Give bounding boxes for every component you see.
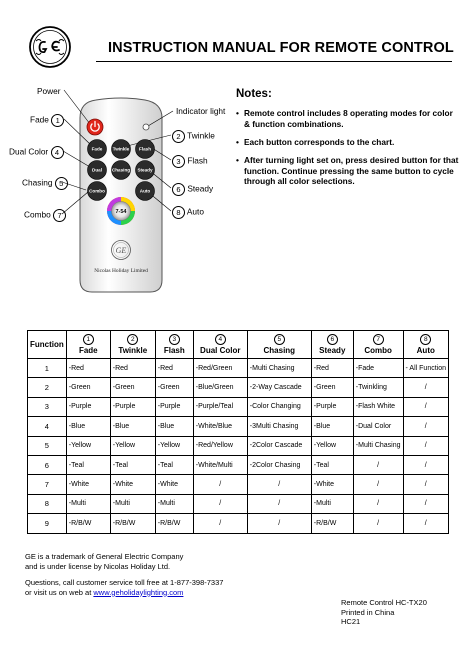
customer-service: Questions, call customer service toll free at 1-877-398-7337 or visit us on web at www.geholidaylighting.com [25, 578, 224, 597]
table-cell: -3Multi Chasing [247, 417, 311, 436]
table-row [28, 378, 449, 397]
table-cell: -Dual Color [353, 417, 403, 436]
chasing-button: Chasing [111, 167, 131, 173]
table-cell: -Blue/Green [193, 378, 247, 397]
table-cell: -Red [110, 359, 155, 378]
table-cell: -Yellow [155, 436, 193, 455]
table-cell: / [247, 514, 311, 533]
table-cell: / [403, 397, 448, 416]
table-cell: -2-Way Cascade [247, 378, 311, 397]
note-item: • Remote control includes 8 operating modes for color & function combinations. [236, 108, 453, 129]
table-cell: -Yellow [311, 436, 353, 455]
table-cell: -White [110, 475, 155, 494]
function-table [27, 330, 449, 534]
table-cell: / [403, 475, 448, 494]
table-cell: -Fade [353, 359, 403, 378]
header-chasing: 5 Chasing [247, 331, 311, 359]
row-number-cell: 4 [28, 417, 67, 436]
header-twinkle: 2 Twinkle [110, 331, 155, 359]
note-item: • Each button corresponds to the chart. [236, 137, 395, 147]
note-item: • After turning light set on, press desired button for that function. Continue pressing the same button to cycle through all color selections. [236, 155, 459, 186]
table-cell: -R/B/W [110, 514, 155, 533]
table-cell: / [403, 514, 448, 533]
table-cell: / [247, 475, 311, 494]
steady-button: Steady [137, 167, 153, 173]
table-row [28, 494, 449, 513]
table-row [28, 514, 449, 533]
callout-fade: Fade 1 [30, 114, 64, 127]
table-cell: -White/Multi [193, 455, 247, 474]
table-cell: / [403, 455, 448, 474]
header-auto: 8 Auto [403, 331, 448, 359]
table-cell: -Purple [110, 397, 155, 416]
table-cell: -R/B/W [66, 514, 110, 533]
table-cell: -White [155, 475, 193, 494]
callout-steady: 6 Steady [172, 183, 213, 196]
notes-title: Notes: [236, 88, 272, 100]
callout-power: Power [37, 86, 61, 96]
table-cell: -Green [66, 378, 110, 397]
table-cell: / [353, 475, 403, 494]
table-cell: / [403, 417, 448, 436]
table-cell: -R/B/W [311, 514, 353, 533]
callout-dual-color: Dual Color 4 [9, 146, 64, 159]
table-cell: -2Color Chasing [247, 455, 311, 474]
fade-button: Fade [91, 146, 103, 152]
indicator-light [143, 124, 149, 130]
table-row [28, 455, 449, 474]
table-cell: -Multi Chasing [353, 436, 403, 455]
table-cell: - All Function [403, 359, 448, 378]
table-cell: -Red/Green [193, 359, 247, 378]
table-cell: -Purple [155, 397, 193, 416]
table-cell: / [353, 455, 403, 474]
callout-chasing: Chasing 5 [22, 177, 68, 190]
color-dial [107, 197, 135, 225]
table-cell: -Multi Chasing [247, 359, 311, 378]
header-combo: 7 Combo [353, 331, 403, 359]
table-cell: -Yellow [66, 436, 110, 455]
row-number-cell: 8 [28, 494, 67, 513]
page-title: INSTRUCTION MANUAL FOR REMOTE CONTROL [108, 40, 454, 56]
table-row [28, 359, 449, 378]
callout-twinkle: 2 Twinkle [172, 130, 215, 143]
table-cell: / [353, 514, 403, 533]
header-function: Function [28, 331, 67, 359]
table-row [28, 436, 449, 455]
table-cell: / [193, 494, 247, 513]
table-cell: -Twinkling [353, 378, 403, 397]
table-cell: -Purple [311, 397, 353, 416]
table-cell: -White [311, 475, 353, 494]
table-cell: -White/Blue [193, 417, 247, 436]
table-cell: -Green [311, 378, 353, 397]
table-cell: -2Color Cascade [247, 436, 311, 455]
header-dual-color: 4 Dual Color [193, 331, 247, 359]
table-cell: -Multi [311, 494, 353, 513]
table-row [28, 417, 449, 436]
table-cell: -Blue [110, 417, 155, 436]
callout-indicator-light: Indicator light [176, 106, 226, 116]
table-cell: -R/B/W [155, 514, 193, 533]
row-number-cell: 6 [28, 455, 67, 474]
row-number-cell: 2 [28, 378, 67, 397]
auto-button: Auto [139, 188, 151, 194]
table-cell: -Red/Yellow [193, 436, 247, 455]
flash-button: Flash [139, 146, 151, 152]
callout-auto: 8 Auto [172, 206, 204, 219]
table-cell: -Yellow [110, 436, 155, 455]
dual-button: Dual [92, 167, 102, 173]
table-cell: -Blue [311, 417, 353, 436]
dial-label: 7-54 [115, 209, 127, 215]
table-cell: / [193, 475, 247, 494]
table-cell: -Multi [155, 494, 193, 513]
row-number-cell: 9 [28, 514, 67, 533]
table-cell: -Red [155, 359, 193, 378]
table-cell: / [403, 436, 448, 455]
svg-text:GE: GE [115, 246, 127, 255]
table-cell: / [193, 514, 247, 533]
table-cell: / [247, 494, 311, 513]
table-cell: -Multi [66, 494, 110, 513]
table-cell: -Green [155, 378, 193, 397]
table-cell: / [353, 494, 403, 513]
row-number-cell: 7 [28, 475, 67, 494]
table-cell: / [403, 494, 448, 513]
trademark-notice: GE is a trademark of General Electric Company and is under license by Nicolas Holiday Ltd. [25, 552, 184, 571]
combo-button: Combo [89, 188, 105, 194]
table-row [28, 397, 449, 416]
callout-combo: Combo 7 [24, 209, 66, 222]
table-cell: -Teal [155, 455, 193, 474]
table-cell: -Red [66, 359, 110, 378]
website-link[interactable]: www.geholidaylighting.com [93, 587, 184, 597]
remote-brand: Nicolas Holiday Limited [94, 268, 148, 274]
table-row [28, 475, 449, 494]
table-cell: / [403, 378, 448, 397]
table-cell: -Purple/Teal [193, 397, 247, 416]
table-cell: -Blue [66, 417, 110, 436]
table-cell: -Green [110, 378, 155, 397]
table-cell: -Teal [311, 455, 353, 474]
table-cell: -Purple [66, 397, 110, 416]
header-steady: 6 Steady [311, 331, 353, 359]
row-number-cell: 5 [28, 436, 67, 455]
table-cell: -Blue [155, 417, 193, 436]
header-fade: 1 Fade [66, 331, 110, 359]
table-header-row [28, 331, 449, 359]
table-cell: -Teal [110, 455, 155, 474]
table-cell: -Color Changing [247, 397, 311, 416]
table-cell: -Teal [66, 455, 110, 474]
table-cell: -White [66, 475, 110, 494]
row-number-cell: 1 [28, 359, 67, 378]
twinkle-button: Twinkle [112, 146, 130, 152]
header-flash: 3 Flash [155, 331, 193, 359]
table-cell: -Red [311, 359, 353, 378]
table-cell: -Multi [110, 494, 155, 513]
table-cell: -Flash White [353, 397, 403, 416]
row-number-cell: 3 [28, 397, 67, 416]
callout-flash: 3 Flash [172, 155, 208, 168]
model-info: Remote Control HC-TX20 Printed in China HC21 [341, 598, 427, 627]
